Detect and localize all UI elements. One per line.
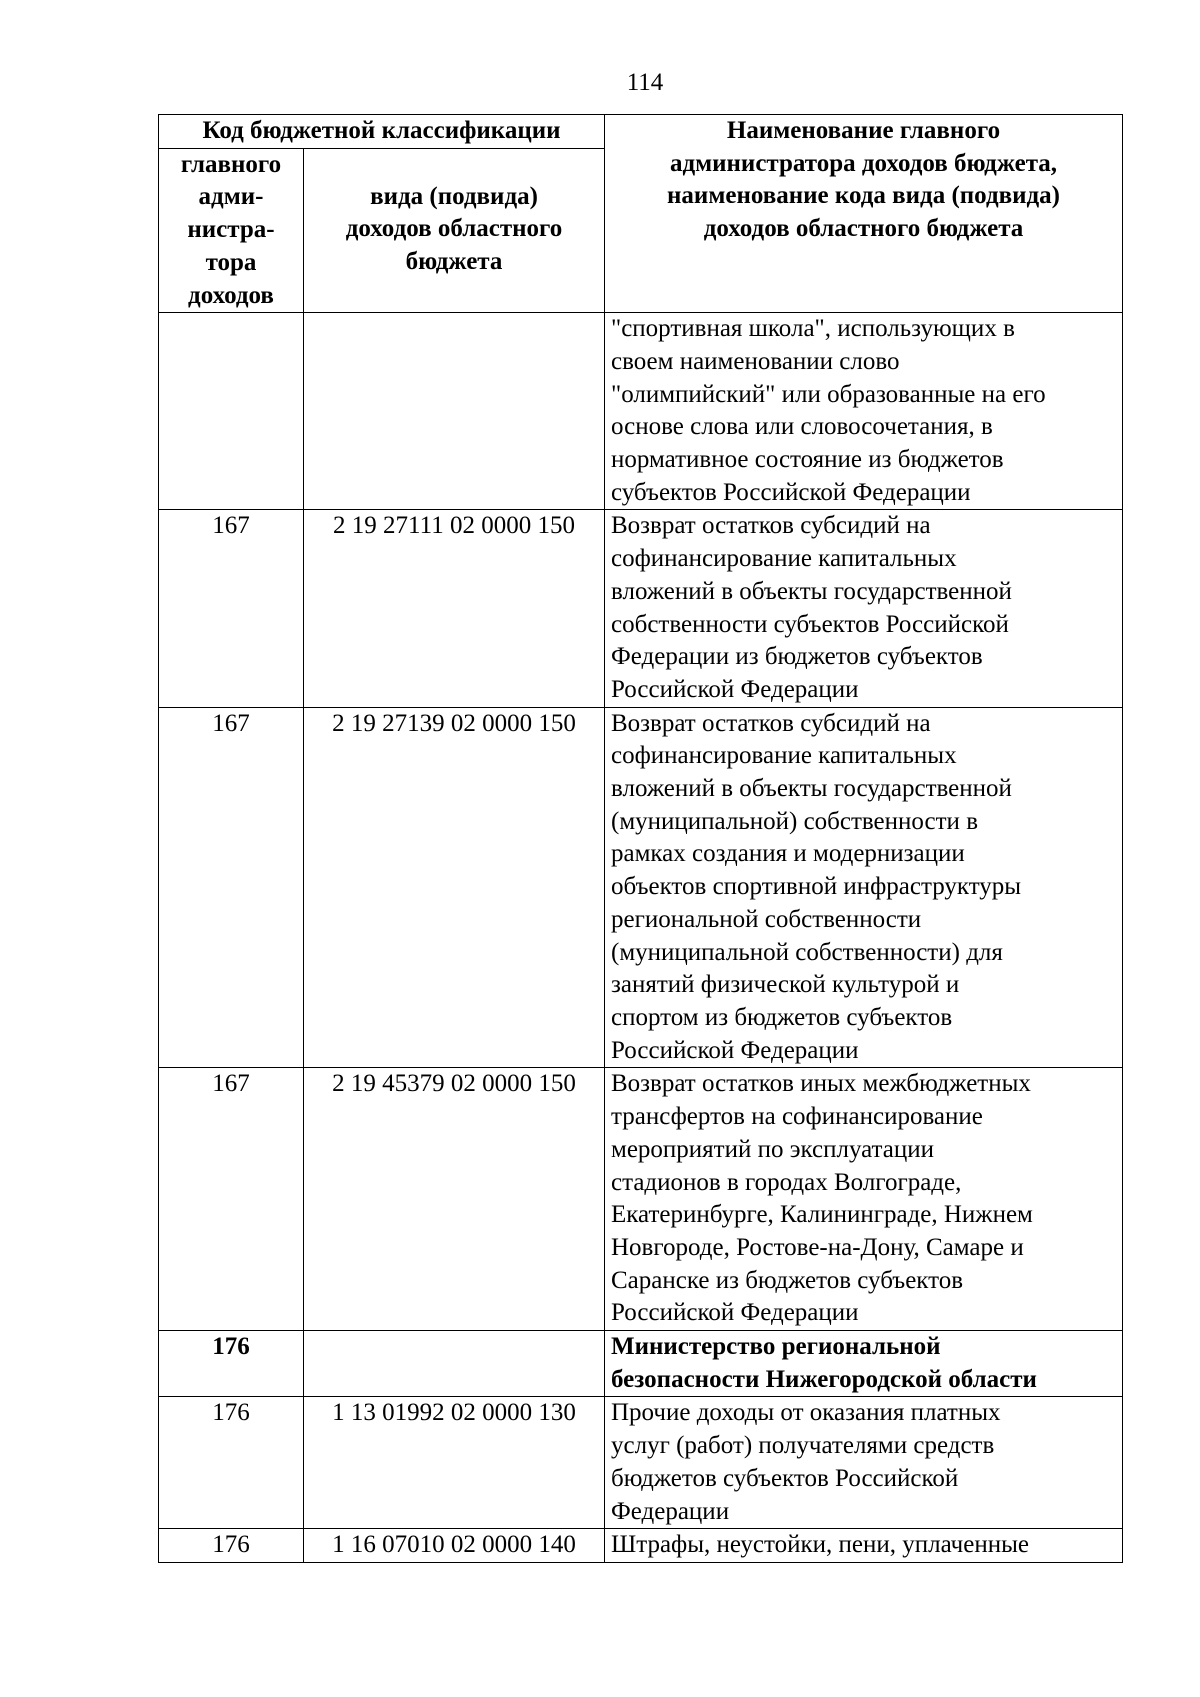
table-row xyxy=(159,313,1123,510)
revenue-code-cell: 2 19 27139 02 0000 150 xyxy=(304,707,605,1068)
admin-code-cell: 176 xyxy=(159,1331,304,1397)
header-admin-column xyxy=(159,148,304,313)
header-kind-line: бюджета xyxy=(405,248,503,276)
description-line: собственности субъектов Российской xyxy=(611,610,1009,638)
description-cell xyxy=(605,1068,1123,1331)
admin-code-cell: 176 xyxy=(159,1529,304,1563)
table-row xyxy=(159,707,1123,1068)
description-line: Федерации xyxy=(611,1497,730,1525)
description-line: "олимпийский" или образованные на его xyxy=(611,380,1046,408)
header-admin-line: нистра- xyxy=(187,216,275,244)
description-line: вложений в объекты государственной xyxy=(611,577,1012,605)
header-kind-line: доходов областного xyxy=(345,215,563,243)
table-body xyxy=(159,313,1123,1563)
header-name-line: доходов областного бюджета xyxy=(703,215,1024,243)
description-line: объектов спортивной инфраструктуры xyxy=(611,873,1022,901)
description-line: стадионов в городах Волгограде, xyxy=(611,1168,962,1196)
description-line: занятий физической культурой и xyxy=(611,971,960,999)
description-line: софинансирование капитальных xyxy=(611,742,957,770)
header-group-title: Код бюджетной классификации xyxy=(159,115,605,149)
header-name-line: наименование кода вида (подвида) xyxy=(667,182,1060,210)
table-row xyxy=(159,1331,1123,1397)
description-line: "спортивная школа", использующих в xyxy=(611,315,1015,343)
header-name-line: администратора доходов бюджета, xyxy=(669,149,1058,177)
revenue-code-cell: 2 19 27111 02 0000 150 xyxy=(304,510,605,707)
table-header xyxy=(159,115,1123,313)
header-admin-line: адми- xyxy=(198,183,264,211)
description-cell xyxy=(605,510,1123,707)
table-row xyxy=(159,1529,1123,1563)
description-line: основе слова или словосочетания, в xyxy=(611,413,993,441)
header-name-column xyxy=(605,115,1123,313)
description-line: безопасности Нижегородской области xyxy=(611,1365,1037,1393)
table-row xyxy=(159,1397,1123,1529)
header-admin-line: главного xyxy=(180,150,282,178)
header-admin-line: тора xyxy=(205,248,257,276)
description-line: мероприятий по эксплуатации xyxy=(611,1135,935,1163)
description-line: (муниципальной) собственности в xyxy=(611,807,978,835)
description-line: Новгороде, Ростове-на-Дону, Самаре и xyxy=(611,1233,1024,1261)
description-line: Российской Федерации xyxy=(611,1036,859,1064)
description-cell xyxy=(605,313,1123,510)
description-line: спортом из бюджетов субъектов xyxy=(611,1003,953,1031)
description-line: своем наименовании слово xyxy=(611,347,900,375)
description-cell xyxy=(605,1397,1123,1529)
header-kind-line: вида (подвида) xyxy=(370,182,538,210)
description-line: Федерации из бюджетов субъектов xyxy=(611,643,983,671)
admin-code-cell: 176 xyxy=(159,1397,304,1529)
table-row xyxy=(159,510,1123,707)
admin-code-cell: 167 xyxy=(159,1068,304,1331)
description-line: региональной собственности xyxy=(611,905,922,933)
description-line: Возврат остатков субсидий на xyxy=(611,709,931,737)
revenue-code-cell: 2 19 45379 02 0000 150 xyxy=(304,1068,605,1331)
description-line: Прочие доходы от оказания платных xyxy=(611,1399,1001,1427)
header-admin-line: доходов xyxy=(188,281,274,309)
revenue-code-cell: 1 13 01992 02 0000 130 xyxy=(304,1397,605,1529)
header-kind-column xyxy=(304,148,605,313)
description-line: Возврат остатков иных межбюджетных xyxy=(611,1070,1031,1098)
description-line: нормативное состояние из бюджетов xyxy=(611,446,1004,474)
header-name-line: Наименование главного xyxy=(726,117,1001,144)
revenue-code-cell xyxy=(304,313,605,510)
budget-classification-table xyxy=(158,114,1123,1563)
description-line: Российской Федерации xyxy=(611,675,859,703)
description-line: (муниципальной собственности) для xyxy=(611,938,1003,966)
description-line: трансфертов на софинансирование xyxy=(611,1103,983,1131)
description-line: субъектов Российской Федерации xyxy=(611,478,971,506)
description-line: Российской Федерации xyxy=(611,1299,859,1327)
description-line: Возврат остатков субсидий на xyxy=(611,512,931,540)
description-line: Екатеринбурге, Калининграде, Нижнем xyxy=(611,1201,1033,1229)
admin-code-cell: 167 xyxy=(159,707,304,1068)
table-row xyxy=(159,1068,1123,1331)
description-line: Штрафы, неустойки, пени, уплаченные xyxy=(611,1531,1029,1559)
description-line: Министерство региональной xyxy=(611,1333,941,1361)
admin-code-cell: 167 xyxy=(159,510,304,707)
admin-code-cell xyxy=(159,313,304,510)
description-line: услуг (работ) получателями средств xyxy=(611,1432,995,1460)
page-number: 114 xyxy=(626,69,664,96)
description-line: рамках создания и модернизации xyxy=(611,840,965,868)
revenue-code-cell: 1 16 07010 02 0000 140 xyxy=(304,1529,605,1563)
revenue-code-cell xyxy=(304,1331,605,1397)
description-line: бюджетов субъектов Российской xyxy=(611,1464,959,1492)
description-cell xyxy=(605,1331,1123,1397)
description-line: Саранске из бюджетов субъектов xyxy=(611,1266,964,1294)
description-cell xyxy=(605,707,1123,1068)
description-line: софинансирование капитальных xyxy=(611,545,957,573)
description-line: вложений в объекты государственной xyxy=(611,775,1012,803)
description-cell xyxy=(605,1529,1123,1563)
